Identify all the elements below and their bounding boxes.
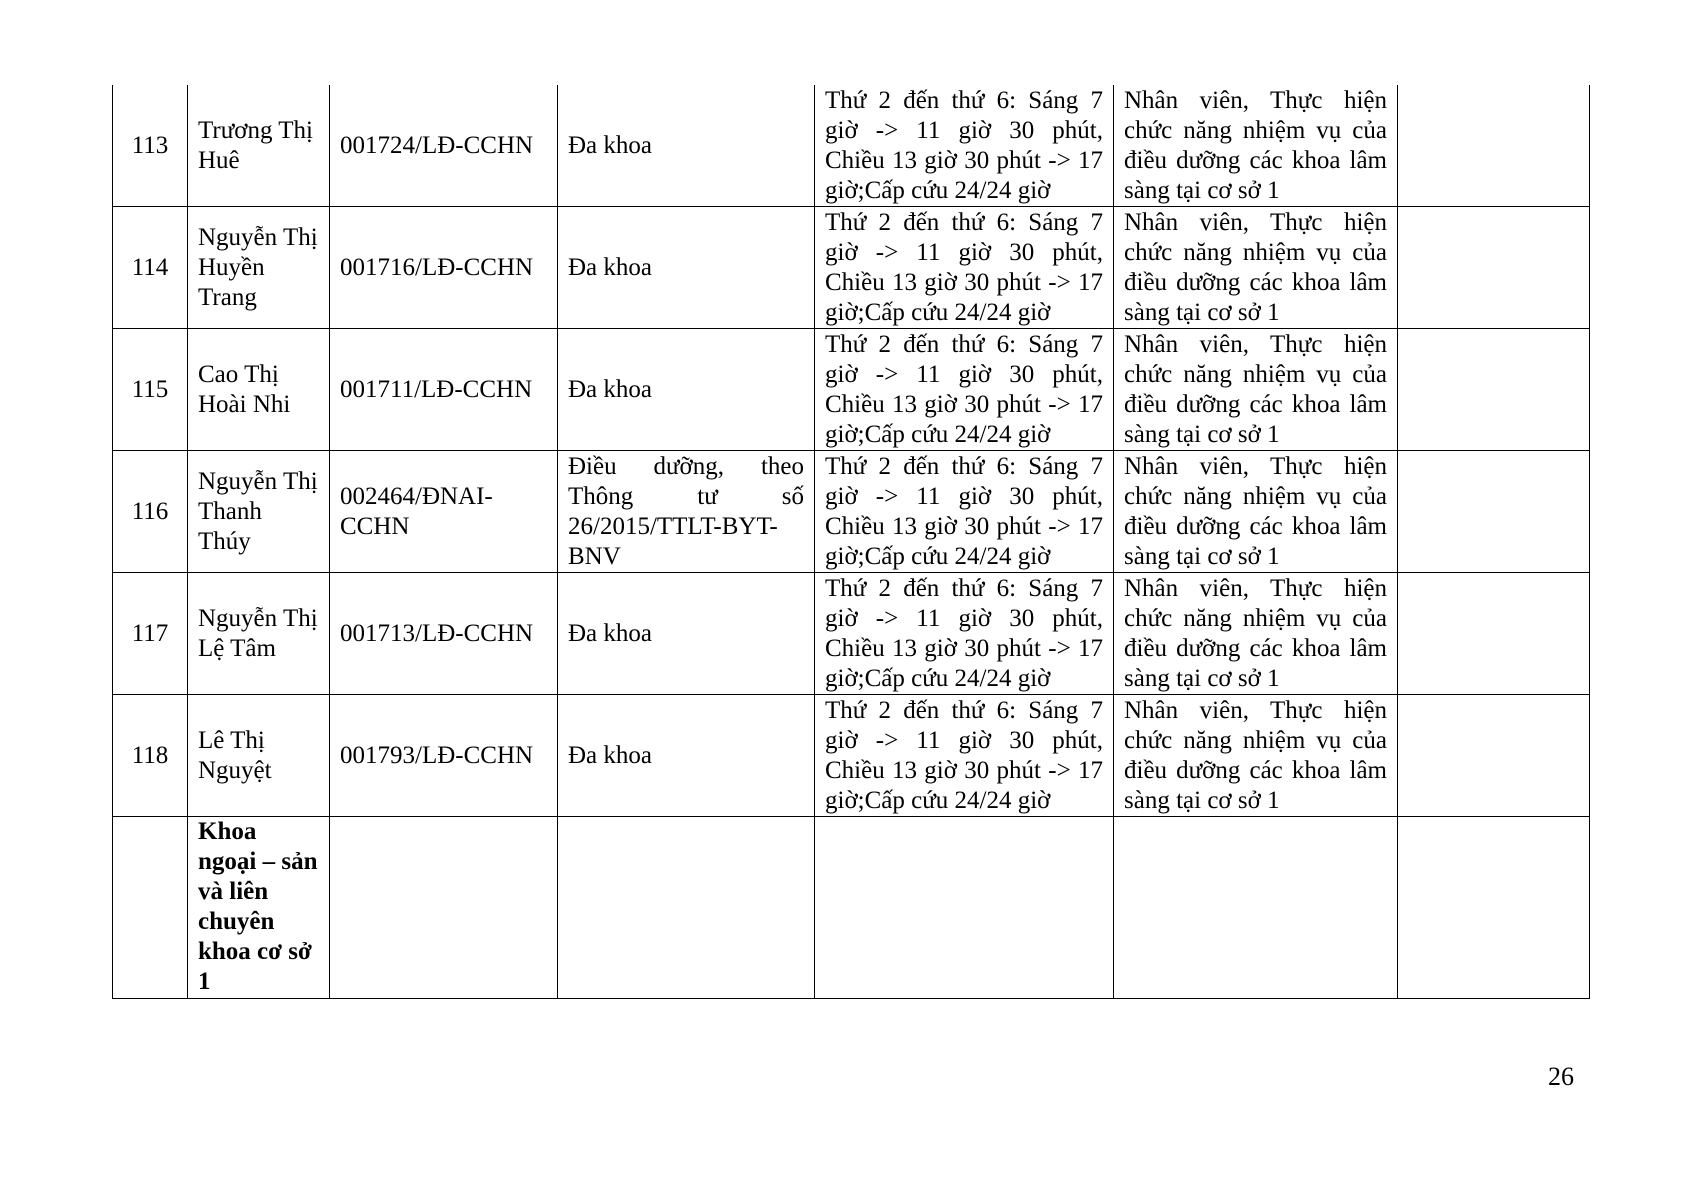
note-cell bbox=[1398, 329, 1590, 451]
stt-cell: 117 bbox=[113, 573, 188, 695]
scope-cell: Đa khoa bbox=[558, 695, 815, 817]
name-cell: Nguyễn Thị Lệ Tâm bbox=[188, 573, 330, 695]
empty-cell bbox=[1398, 817, 1590, 999]
scope-cell: Đa khoa bbox=[558, 573, 815, 695]
table-row bbox=[113, 329, 1590, 451]
note-cell bbox=[1398, 573, 1590, 695]
empty-cell bbox=[330, 817, 558, 999]
table-row bbox=[113, 695, 1590, 817]
stt-cell bbox=[113, 817, 188, 999]
schedule-cell: Thứ 2 đến thứ 6: Sáng 7 giờ -> 11 giờ 30 phút, Chiều 13 giờ 30 phút -> 17 giờ;Cấp cứu 24/24 giờ bbox=[815, 85, 1114, 207]
position-cell: Nhân viên, Thực hiện chức năng nhiệm vụ của điều dưỡng các khoa lâm sàng tại cơ sở 1 bbox=[1114, 695, 1398, 817]
name-cell: Lê Thị Nguyệt bbox=[188, 695, 330, 817]
scope-cell: Đa khoa bbox=[558, 329, 815, 451]
note-cell bbox=[1398, 85, 1590, 207]
schedule-cell: Thứ 2 đến thứ 6: Sáng 7 giờ -> 11 giờ 30 phút, Chiều 13 giờ 30 phút -> 17 giờ;Cấp cứu 24/24 giờ bbox=[815, 451, 1114, 573]
name-cell: Nguyễn Thị Huyền Trang bbox=[188, 207, 330, 329]
name-cell: Nguyễn Thị Thanh Thúy bbox=[188, 451, 330, 573]
license-cell: 001713/LĐ-CCHN bbox=[330, 573, 558, 695]
scope-cell: Điều dưỡng, theo Thông tư số 26/2015/TTLT-BYT-BNV bbox=[558, 451, 815, 573]
department-label: Khoa ngoại – sản và liên chuyên khoa cơ sở 1 bbox=[198, 818, 318, 995]
stt-cell: 116 bbox=[113, 451, 188, 573]
department-row bbox=[113, 817, 1590, 999]
stt-cell: 113 bbox=[113, 85, 188, 207]
department-cell bbox=[188, 817, 330, 999]
note-cell bbox=[1398, 451, 1590, 573]
schedule-cell: Thứ 2 đến thứ 6: Sáng 7 giờ -> 11 giờ 30 phút, Chiều 13 giờ 30 phút -> 17 giờ;Cấp cứu 24/24 giờ bbox=[815, 329, 1114, 451]
license-cell: 001793/LĐ-CCHN bbox=[330, 695, 558, 817]
position-cell: Nhân viên, Thực hiện chức năng nhiệm vụ của điều dưỡng các khoa lâm sàng tại cơ sở 1 bbox=[1114, 573, 1398, 695]
note-cell bbox=[1398, 695, 1590, 817]
note-cell bbox=[1398, 207, 1590, 329]
license-cell: 001716/LĐ-CCHN bbox=[330, 207, 558, 329]
name-cell: Cao Thị Hoài Nhi bbox=[188, 329, 330, 451]
schedule-cell: Thứ 2 đến thứ 6: Sáng 7 giờ -> 11 giờ 30 phút, Chiều 13 giờ 30 phút -> 17 giờ;Cấp cứu 24/24 giờ bbox=[815, 695, 1114, 817]
table-row bbox=[113, 451, 1590, 573]
license-cell: 002464/ĐNAI-CCHN bbox=[330, 451, 558, 573]
stt-cell: 115 bbox=[113, 329, 188, 451]
scope-cell: Đa khoa bbox=[558, 207, 815, 329]
position-cell: Nhân viên, Thực hiện chức năng nhiệm vụ của điều dưỡng các khoa lâm sàng tại cơ sở 1 bbox=[1114, 85, 1398, 207]
table-row bbox=[113, 85, 1590, 207]
schedule-cell: Thứ 2 đến thứ 6: Sáng 7 giờ -> 11 giờ 30 phút, Chiều 13 giờ 30 phút -> 17 giờ;Cấp cứu 24/24 giờ bbox=[815, 207, 1114, 329]
position-cell: Nhân viên, Thực hiện chức năng nhiệm vụ của điều dưỡng các khoa lâm sàng tại cơ sở 1 bbox=[1114, 329, 1398, 451]
license-cell: 001711/LĐ-CCHN bbox=[330, 329, 558, 451]
empty-cell bbox=[815, 817, 1114, 999]
table-row bbox=[113, 207, 1590, 329]
position-cell: Nhân viên, Thực hiện chức năng nhiệm vụ của điều dưỡng các khoa lâm sàng tại cơ sở 1 bbox=[1114, 451, 1398, 573]
page-number: 26 bbox=[1548, 1062, 1574, 1091]
empty-cell bbox=[1114, 817, 1398, 999]
schedule-cell: Thứ 2 đến thứ 6: Sáng 7 giờ -> 11 giờ 30 phút, Chiều 13 giờ 30 phút -> 17 giờ;Cấp cứu 24/24 giờ bbox=[815, 573, 1114, 695]
name-cell: Trương Thị Huê bbox=[188, 85, 330, 207]
position-cell: Nhân viên, Thực hiện chức năng nhiệm vụ của điều dưỡng các khoa lâm sàng tại cơ sở 1 bbox=[1114, 207, 1398, 329]
staff-table bbox=[112, 85, 1590, 999]
stt-cell: 118 bbox=[113, 695, 188, 817]
license-cell: 001724/LĐ-CCHN bbox=[330, 85, 558, 207]
empty-cell bbox=[558, 817, 815, 999]
stt-cell: 114 bbox=[113, 207, 188, 329]
scope-cell: Đa khoa bbox=[558, 85, 815, 207]
table-row bbox=[113, 573, 1590, 695]
